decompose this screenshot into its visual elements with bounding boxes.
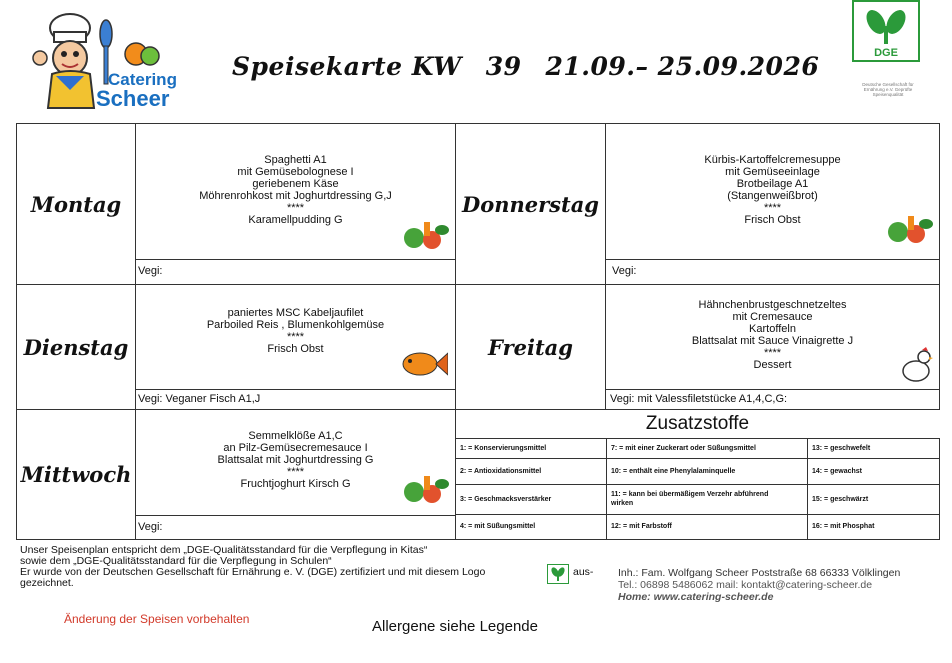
menu-text	[136, 154, 455, 226]
day-label: Montag	[30, 192, 122, 217]
disclaimer-text: Änderung der Speisen vorbehalten	[64, 612, 250, 626]
zusatz-text: 13: = geschwefelt	[812, 445, 871, 452]
title-label: Speisekarte KW	[232, 52, 462, 81]
day-cell-freitag	[455, 284, 606, 410]
day-label: Mittwoch	[20, 462, 132, 487]
day-cell-dienstag	[16, 284, 136, 410]
logo-text-catering: Catering	[108, 70, 177, 89]
zusatz-cell	[807, 514, 940, 540]
zusatz-cell	[606, 458, 808, 485]
owner-text: Inh.: Fam. Wolfgang Scheer Poststraße 68 66333 Völklingen	[618, 567, 901, 579]
menu-line: Semmelklöße A1,C	[248, 430, 343, 442]
zusatz-text: 11: = kann bei übermäßigem Verzehr abführend wirken	[611, 491, 769, 507]
homepage-text: Home: www.catering-scheer.de	[618, 591, 774, 603]
menu-line: ****	[763, 202, 782, 214]
menu-line: Spaghetti A1	[264, 154, 327, 166]
vegi-text: Vegi:	[138, 265, 163, 277]
menu-line: ****	[286, 331, 305, 343]
vegi-text: Vegi: Veganer Fisch A1,J	[138, 393, 261, 405]
vegi-text: Vegi: mit Valessfiletstücke A1,4,C,G:	[610, 393, 788, 405]
menu-line: Hähnchenbrustgeschnetzeltes	[698, 299, 847, 311]
vegi-row-donnerstag	[605, 259, 940, 285]
allergene-text: Allergene siehe Legende	[372, 618, 538, 635]
footer-dge-statement	[20, 545, 620, 589]
menu-line: Karamellpudding G	[248, 214, 343, 226]
menu-line: (Stangenweißbrot)	[727, 190, 818, 202]
zusatz-cell	[606, 438, 808, 459]
vegetables-icon	[886, 212, 934, 253]
dge-text: DGE	[874, 47, 898, 59]
zusatz-text: 4: = mit Süßungsmittel	[460, 523, 536, 530]
day-cell-mittwoch	[16, 409, 136, 540]
footer-line-text: Er wurde von der Deutschen Gesellschaft für Ernährung e. V. (DGE) zertifiziert und mit diesem Logo	[20, 566, 486, 578]
menu-cell-freitag	[605, 284, 940, 390]
dge-logo	[852, 0, 920, 62]
footer-line: sowie dem „DGE-Qualitätsstandard für die Verpflegung in Schulen“	[20, 555, 332, 567]
day-label: Dienstag	[23, 335, 129, 360]
zusatz-text: 7: = mit einer Zuckerart oder Süßungsmittel	[611, 445, 756, 452]
vegi-row-freitag	[605, 389, 940, 410]
day-cell-donnerstag	[455, 123, 606, 285]
chicken-icon	[898, 345, 934, 390]
vegi-row-mittwoch	[135, 515, 456, 540]
menu-line: Brotbeilage A1	[736, 178, 809, 190]
menu-line: Parboiled Reis , Blumenkohlgemüse	[206, 319, 385, 331]
dge-small-logo-icon	[547, 564, 569, 587]
logo-text-scheer: Scheer	[96, 86, 170, 111]
menu-line: ****	[286, 466, 305, 478]
menu-line: mit Gemüsebolognese I	[237, 166, 354, 178]
menu-line: ****	[286, 202, 305, 214]
vegetables-icon	[402, 218, 450, 259]
fish-icon	[398, 347, 448, 386]
page-title	[232, 52, 843, 81]
menu-cell-montag	[135, 123, 456, 260]
menu-line: Dessert	[753, 359, 792, 371]
menu-line: mit Gemüseeinlage	[725, 166, 820, 178]
zusatz-cell	[807, 484, 940, 515]
zusatz-cell	[606, 484, 808, 515]
day-cell-montag	[16, 123, 136, 285]
menu-line: geriebenem Käse	[252, 178, 339, 190]
vegi-text: Vegi:	[612, 265, 637, 277]
zusatz-cell	[455, 484, 607, 515]
menu-text	[606, 299, 939, 371]
menu-line: Frisch Obst	[744, 214, 801, 226]
zusatzstoffe-title: Zusatzstoffe	[645, 413, 750, 434]
contact-text: Tel.: 06898 5486062 mail: kontakt@catering-scheer.de	[618, 579, 873, 591]
vegi-text: Vegi:	[138, 521, 163, 533]
menu-line: Kürbis-Kartoffelcremesuppe	[704, 154, 841, 166]
day-label: Donnerstag	[462, 192, 599, 217]
vegetables-icon	[402, 472, 450, 513]
menu-line: mit Cremesauce	[732, 311, 813, 323]
zusatz-cell	[455, 514, 607, 540]
zusatz-text: 12: = mit Farbstoff	[611, 523, 672, 530]
day-label: Freitag	[488, 335, 573, 360]
menu-line: ****	[763, 347, 782, 359]
zusatz-cell	[606, 514, 808, 540]
zusatz-text: 3: = Geschmacksverstärker	[460, 496, 552, 503]
menu-line: Kartoffeln	[749, 323, 796, 335]
zusatz-text: 2: = Antioxidationsmittel	[460, 468, 542, 475]
menu-line: Fruchtjoghurt Kirsch G	[240, 478, 351, 490]
footer-contact	[618, 568, 938, 603]
footer-line	[20, 567, 620, 578]
menu-cell-dienstag	[135, 284, 456, 390]
menu-cell-mittwoch	[135, 409, 456, 516]
zusatz-text: 1: = Konservierungsmittel	[460, 445, 547, 452]
zusatz-text: 10: = enthält eine Phenylalaminquelle	[611, 468, 736, 475]
vegi-row-montag	[135, 259, 456, 285]
zusatzstoffe-table	[455, 438, 940, 540]
footer-line: Unser Speisenplan entspricht dem „DGE-Qualitätsstandard für die Verpflegung in Kitas“	[20, 544, 428, 556]
footer-line-text-2: aus-	[573, 566, 594, 578]
menu-cell-donnerstag	[605, 123, 940, 260]
title-week: 39	[485, 52, 522, 81]
menu-line: Blattsalat mit Sauce Vinaigrette J	[691, 335, 854, 347]
zusatz-text: 16: = mit Phosphat	[812, 523, 875, 530]
dge-caption: Deutsche Gesellschaft für Ernährung e.V. Geprüfte Speisenqualität	[862, 82, 914, 97]
footer-line: gezeichnet.	[20, 577, 74, 589]
zusatz-cell	[455, 438, 607, 459]
vegi-row-dienstag	[135, 389, 456, 410]
menu-line: Blattsalat mit Joghurtdressing G	[217, 454, 374, 466]
menu-line: Frisch Obst	[267, 343, 324, 355]
title-dates: 21.09.– 25.09.2026	[545, 52, 820, 81]
zusatz-cell	[455, 458, 607, 485]
zusatz-text: 15: = geschwärzt	[812, 496, 869, 503]
menu-line: Möhrenrohkost mit Joghurtdressing G,J	[199, 190, 392, 202]
menu-line: paniertes MSC Kabeljaufilet	[227, 307, 364, 319]
zusatz-cell	[807, 438, 940, 459]
zusatz-cell	[807, 458, 940, 485]
zusatz-text: 14: = gewachst	[812, 468, 862, 475]
menu-line: an Pilz-Gemüsecremesauce I	[223, 442, 368, 454]
